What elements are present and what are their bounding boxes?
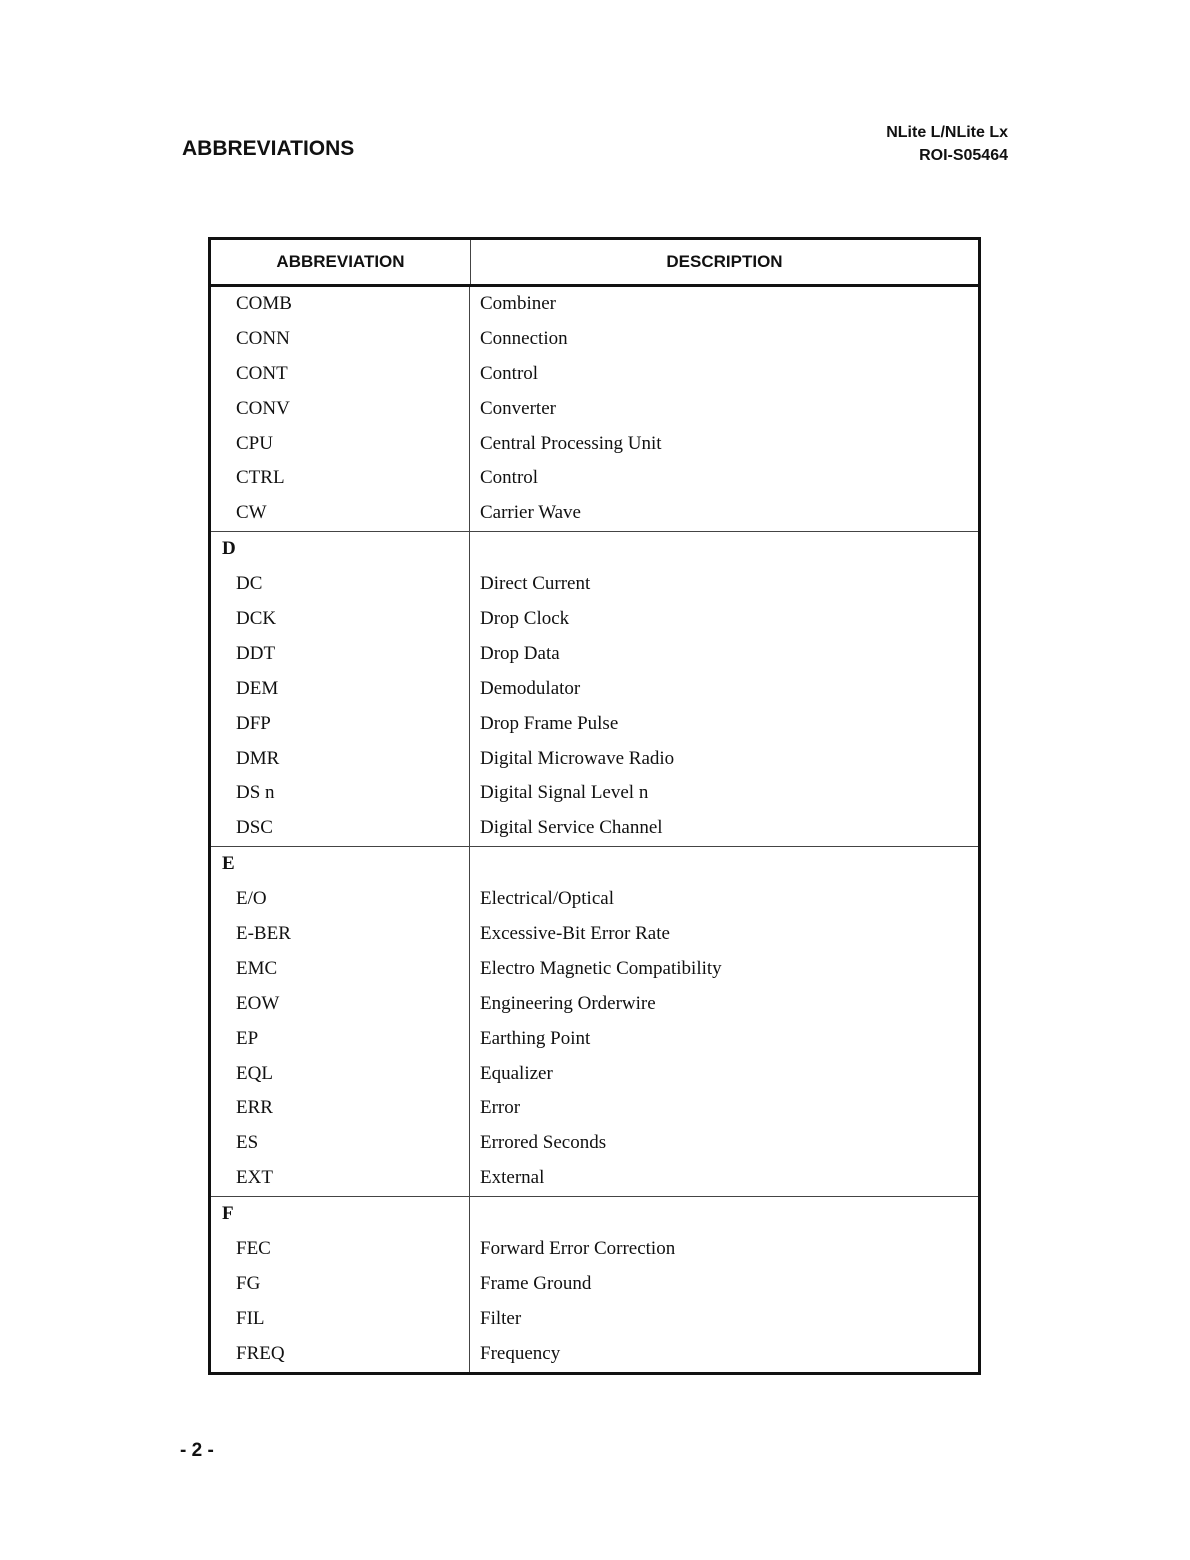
group-spacer [470, 532, 978, 567]
description-cell: Electro Magnetic Compatibility [480, 957, 722, 979]
table-header [211, 240, 978, 287]
description-cell: Control [480, 467, 539, 489]
abbreviation-cell: ES [236, 1132, 259, 1154]
abbreviation-cell: EMC [236, 957, 278, 979]
table-group [211, 287, 978, 532]
description-cell: Frequency [480, 1342, 561, 1364]
column-header-abbreviation: ABBREVIATION [211, 240, 471, 284]
abbreviation-cell: FIL [236, 1307, 265, 1329]
abbreviation-cell: CTRL [236, 467, 285, 489]
abbreviation-cell: DEM [236, 677, 279, 699]
description-cell: Electrical/Optical [480, 888, 614, 910]
abbreviation-cell: EP [236, 1027, 259, 1049]
abbreviation-column [211, 1197, 470, 1371]
abbreviation-cell: CONV [236, 397, 290, 419]
page-number: - 2 - [180, 1440, 214, 1461]
description-cell: Digital Microwave Radio [480, 747, 675, 769]
abbreviation-cell: DFP [236, 712, 271, 734]
description-cell: Combiner [480, 293, 556, 314]
abbreviation-cell: DCK [236, 608, 277, 630]
description-cell: Errored Seconds [480, 1132, 607, 1154]
description-cell: Digital Signal Level n [480, 782, 649, 804]
description-column [470, 847, 978, 1196]
description-cell: Frame Ground [480, 1272, 592, 1294]
abbreviation-column [211, 847, 470, 1196]
abbreviation-cell: DC [236, 573, 263, 595]
description-column [470, 287, 978, 531]
group-spacer [470, 1197, 978, 1232]
description-cell: Excessive-Bit Error Rate [480, 923, 670, 945]
abbreviation-cell: DSC [236, 817, 273, 839]
description-cell: Control [480, 362, 539, 384]
description-cell: External [480, 1167, 545, 1189]
abbreviation-cell: E-BER [236, 923, 291, 945]
description-cell: Drop Data [480, 642, 560, 664]
description-cell: Filter [480, 1307, 522, 1329]
description-column [470, 1197, 978, 1371]
abbreviation-column [211, 287, 470, 531]
table-body [211, 287, 978, 1372]
description-cell: Connection [480, 327, 568, 349]
abbreviation-cell: DMR [236, 747, 280, 769]
abbreviation-cell: COMB [236, 293, 292, 314]
group-letter: F [222, 1203, 234, 1225]
abbreviation-cell: FEC [236, 1238, 271, 1260]
description-cell: Equalizer [480, 1062, 553, 1084]
abbreviation-cell: EQL [236, 1062, 273, 1084]
abbreviation-cell: DS n [236, 782, 275, 804]
description-cell: Forward Error Correction [480, 1238, 676, 1260]
description-column [470, 532, 978, 846]
abbreviation-cell: CPU [236, 432, 273, 454]
description-cell: Demodulator [480, 677, 581, 699]
column-header-description: DESCRIPTION [666, 252, 783, 271]
description-cell: Drop Clock [480, 608, 570, 630]
abbreviation-cell: E/O [236, 888, 267, 910]
group-letter: D [222, 538, 236, 560]
description-cell: Converter [480, 397, 556, 419]
group-spacer [470, 847, 978, 882]
abbreviation-column [211, 532, 470, 846]
abbreviation-cell: FREQ [236, 1342, 285, 1364]
description-cell: Direct Current [480, 573, 591, 595]
abbreviation-cell: EXT [236, 1167, 273, 1189]
abbreviation-cell: FG [236, 1272, 261, 1294]
product-name: NLite L/NLite Lx [886, 124, 1008, 141]
abbreviation-cell: ERR [236, 1097, 273, 1119]
table-group [211, 847, 978, 1197]
abbreviation-cell: DDT [236, 642, 276, 664]
description-cell: Earthing Point [480, 1027, 591, 1049]
description-cell: Digital Service Channel [480, 817, 663, 839]
table-group [211, 532, 978, 847]
description-cell: Engineering Orderwire [480, 992, 656, 1014]
description-cell: Central Processing Unit [480, 432, 662, 454]
section-title: ABBREVIATIONS [182, 137, 355, 160]
document-number: ROI-S05464 [919, 147, 1008, 164]
abbreviation-cell: CONT [236, 362, 288, 384]
description-cell: Carrier Wave [480, 502, 581, 524]
document-id [886, 121, 1008, 167]
abbreviation-cell: EOW [236, 992, 280, 1014]
abbreviations-table [208, 237, 981, 1375]
abbreviation-cell: CONN [236, 327, 290, 349]
table-group [211, 1197, 978, 1371]
abbreviation-cell: CW [236, 502, 267, 524]
description-cell: Drop Frame Pulse [480, 712, 619, 734]
description-cell: Error [480, 1097, 521, 1119]
group-letter: E [222, 853, 235, 875]
